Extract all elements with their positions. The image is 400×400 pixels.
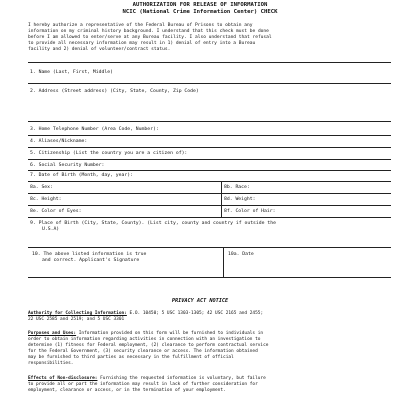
divider xyxy=(28,205,391,206)
intro-line: I hereby authorize a representative of the Federal Bureau of Prisons to obtain any xyxy=(28,23,253,28)
purposes-text: Information provided on this form will be furnished to individuals in xyxy=(76,331,264,336)
divider xyxy=(28,135,391,136)
divider xyxy=(28,121,391,122)
eye-color-label: 8e. Color of Eyes: xyxy=(30,209,82,214)
purposes-line xyxy=(28,332,263,336)
effects-line: to provide all or part the information may result in lack of further consideration for xyxy=(28,382,258,387)
date-of-birth-label: 7. Date of Birth (Month, day, year): xyxy=(30,173,133,178)
name-label: 1. Name (Last, First, Middle) xyxy=(30,70,113,75)
purposes-line: order to obtain information regarding activities in connection with an investigation to xyxy=(28,337,261,342)
ssn-label: 6. Social Security Number: xyxy=(30,163,105,168)
effects-text: Furnishing the requested information is voluntary, but failure xyxy=(97,376,266,381)
citizenship-label: 5. Citizenship (List the country you are a citizen of): xyxy=(30,151,188,156)
form-title: AUTHORIZATION FOR RELEASE OF INFORMATION xyxy=(132,2,268,8)
hair-color-label: 8f. Color of Hair: xyxy=(224,209,276,214)
signature-label: 10. The above listed information is true xyxy=(32,252,147,257)
place-of-birth-label: 9. Place of Birth (City, State, County). (List city, county and country if outside the xyxy=(30,221,276,226)
authority-line: 22 USC 2585 and 2519; and 5 USC 3301 xyxy=(28,317,125,322)
divider xyxy=(28,193,391,194)
intro-line: before I am allowed to enter/serve at any Bureau facility. I also understand that refusal xyxy=(28,35,272,40)
sex-label: 8a. Sex: xyxy=(30,185,53,190)
column-divider xyxy=(221,181,222,217)
purposes-line: for the Federal Government, (3) security clearance or access. The information obtained xyxy=(28,349,258,354)
divider xyxy=(28,217,391,218)
divider xyxy=(28,181,391,182)
form-top-border xyxy=(28,62,391,63)
divider xyxy=(28,170,391,171)
purposes-heading: Purposes and Uses: xyxy=(28,331,77,336)
race-label: 8b. Race: xyxy=(224,185,250,190)
form-subtitle: NCIC (National Crime Information Center) CHECK xyxy=(122,9,278,15)
authority-line xyxy=(28,312,263,316)
intro-line: facility and 2) denial of volunteer/contract status. xyxy=(28,47,171,52)
purposes-line: determine (1) fitness for Federal employment, (2) clearance to perform contractual service xyxy=(28,343,269,348)
aliases-label: 4. Aliases/Nickname: xyxy=(30,139,88,144)
authority-text: E.O. 10450; 5 USC 1303-1305; 42 USC 2165 and 2455; xyxy=(126,311,264,316)
divider xyxy=(28,83,391,84)
signature-label-continued: and correct. Applicant's Signature xyxy=(42,258,140,263)
purposes-line: responsibilities. xyxy=(28,361,74,366)
effects-heading: Effects of Non-disclosure: xyxy=(28,376,98,381)
privacy-act-title: PRIVACY ACT NOTICE xyxy=(171,298,229,304)
intro-line: information on my criminal history background. I understand that this check must be done xyxy=(28,29,269,34)
divider xyxy=(28,247,391,248)
column-divider xyxy=(223,247,224,277)
purposes-line: may be furnished to third parties as necessary in the fulfillment of official xyxy=(28,355,234,360)
divider xyxy=(28,159,391,160)
effects-line xyxy=(28,377,266,381)
address-label: 2. Address (Street address) (City, State, County, Zip Code) xyxy=(30,89,199,94)
authority-heading: Authority for Collecting Information: xyxy=(28,311,127,316)
intro-line: to provide all necessary information may result in 1) denial of entry into a Bureau xyxy=(28,41,256,46)
home-telephone-label: 3. Home Telephone Number (Area Code, Number): xyxy=(30,127,159,132)
effects-line: employment, clearance or access, or in the termination of your employment. xyxy=(28,388,226,393)
signature-date-label: 10a. Date xyxy=(228,252,254,257)
place-of-birth-label-continued: U.S.A) xyxy=(42,227,60,232)
weight-label: 8d. Weight: xyxy=(224,197,256,202)
height-label: 8c. Height: xyxy=(30,197,62,202)
form-bottom-border xyxy=(28,277,391,278)
divider xyxy=(28,147,391,148)
